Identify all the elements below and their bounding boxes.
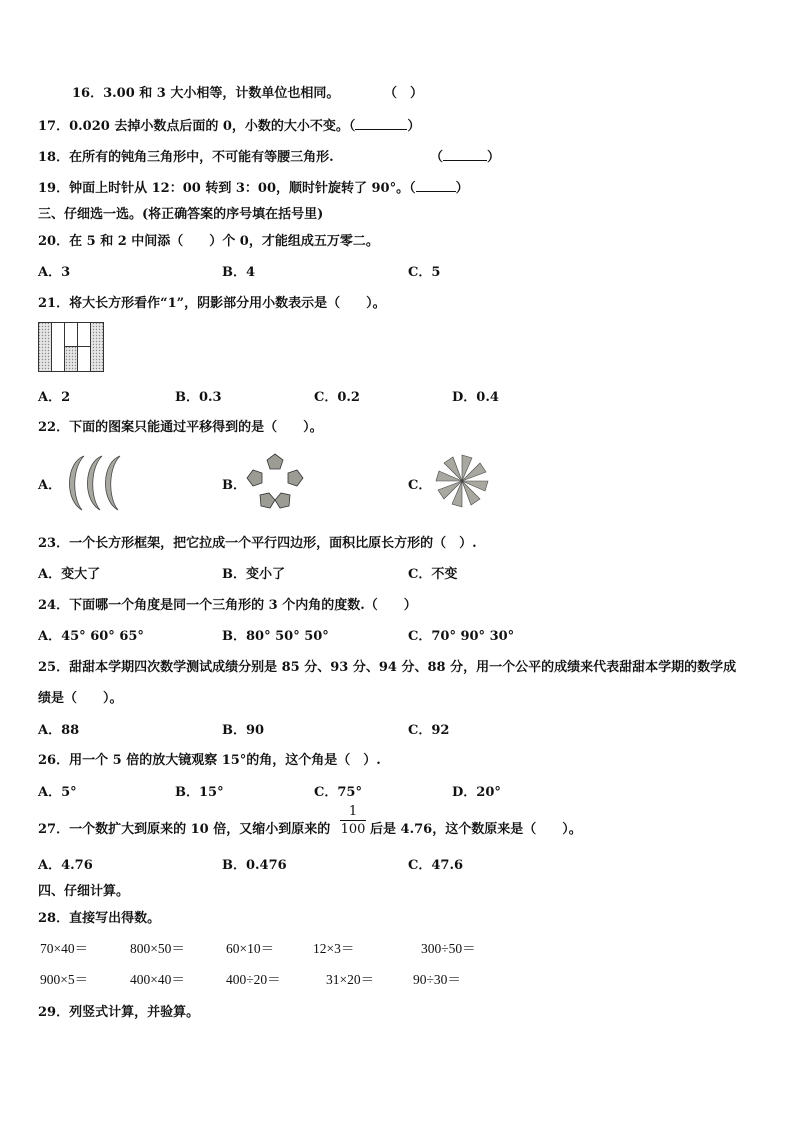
q18-answer-blank[interactable] — [443, 160, 487, 161]
q22-option-b[interactable]: B． — [222, 478, 246, 493]
q22-pentagons-figure — [245, 452, 305, 510]
q16-answer-paren[interactable]: （ ） — [384, 86, 424, 101]
q28-calc-8[interactable]: 400÷20＝ — [226, 972, 281, 987]
q22-option-c[interactable]: C． — [408, 478, 432, 493]
question-27-pre: 27．一个数扩大到原来的 10 倍，又缩小到原来的 — [38, 822, 331, 837]
q28-calc-2[interactable]: 800×50＝ — [130, 941, 185, 956]
q18-close-paren: ） — [487, 150, 501, 165]
q24-option-c[interactable]: C．70° 90° 30° — [408, 629, 515, 644]
q24-option-b[interactable]: B．80° 50° 50° — [222, 629, 329, 644]
q22-option-a[interactable]: A． — [38, 478, 62, 493]
q26-option-d[interactable]: D．20° — [452, 785, 501, 800]
q21-option-d[interactable]: D．0.4 — [452, 390, 499, 405]
q22-crescents-figure — [62, 454, 132, 512]
question-19 — [38, 177, 469, 196]
q23-option-c[interactable]: C．不变 — [408, 567, 458, 582]
q25-option-c[interactable]: C．92 — [408, 723, 450, 738]
q22-pinwheel-figure — [432, 452, 492, 510]
q28-calc-5[interactable]: 300÷50＝ — [421, 941, 476, 956]
q18-text: 18．在所有的钝角三角形中，不可能有等腰三角形. — [38, 150, 334, 165]
question-29: 29．列竖式计算，并验算。 — [38, 1005, 200, 1020]
question-18 — [38, 146, 501, 165]
q20-option-c[interactable]: C．5 — [408, 265, 441, 280]
question-24: 24．下面哪一个角度是同一个三角形的 3 个内角的度数.（ ） — [38, 598, 417, 613]
q21-option-c[interactable]: C．0.2 — [314, 390, 360, 405]
q28-calc-1[interactable]: 70×40＝ — [40, 941, 89, 956]
q27-fraction-bar — [340, 820, 366, 821]
question-16 — [72, 82, 424, 101]
question-27-post: 后是 4.76，这个数原来是（ ）。 — [370, 822, 582, 837]
q24-option-a[interactable]: A．45° 60° 65° — [38, 629, 144, 644]
question-21: 21．将大长方形看作“1”，阴影部分用小数表示是（ ）。 — [38, 296, 386, 311]
q19-answer-blank[interactable] — [416, 191, 456, 192]
question-17 — [38, 115, 420, 134]
q28-calc-3[interactable]: 60×10＝ — [226, 941, 275, 956]
question-25-line-1: 25．甜甜本学期四次数学测试成绩分别是 85 分、93 分、94 分、88 分，用一个公平的成绩来代表甜甜本学期的数学成 — [38, 660, 737, 675]
q26-option-c[interactable]: C．75° — [314, 785, 362, 800]
q25-option-b[interactable]: B．90 — [222, 723, 265, 738]
q27-fraction — [340, 804, 366, 837]
q17-close-paren: ） — [407, 119, 421, 134]
q20-option-a[interactable]: A．3 — [38, 265, 71, 280]
q23-option-b[interactable]: B．变小了 — [222, 567, 285, 582]
q19-text: 19．钟面上时针从 12：00 转到 3：00，顺时针旋转了 90°。（ — [38, 181, 416, 196]
q27-option-a[interactable]: A．4.76 — [38, 858, 93, 873]
q27-option-b[interactable]: B．0.476 — [222, 858, 287, 873]
q21-option-b[interactable]: B．0.3 — [175, 390, 222, 405]
q21-rectangle-figure — [38, 322, 104, 372]
q16-text: 16．3.00 和 3 大小相等，计数单位也相同。 — [72, 86, 340, 101]
q28-calc-10[interactable]: 90÷30＝ — [413, 972, 461, 987]
q17-answer-blank[interactable] — [355, 129, 407, 130]
question-28: 28．直接写出得数。 — [38, 911, 161, 926]
q26-option-b[interactable]: B．15° — [175, 785, 224, 800]
section-3-heading: 三、仔细选一选。(将正确答案的序号填在括号里) — [38, 207, 324, 222]
question-25-line-2: 绩是（ ）。 — [38, 691, 123, 706]
q25-option-a[interactable]: A．88 — [38, 723, 80, 738]
question-23: 23．一个长方形框架，把它拉成一个平行四边形，面积比原长方形的（ ）. — [38, 536, 477, 551]
q28-calc-6[interactable]: 900×5＝ — [40, 972, 89, 987]
q20-option-b[interactable]: B．4 — [222, 265, 256, 280]
q28-calc-7[interactable]: 400×40＝ — [130, 972, 185, 987]
section-4-heading: 四、仔细计算。 — [38, 884, 130, 899]
q26-option-a[interactable]: A．5° — [38, 785, 77, 800]
q27-option-c[interactable]: C．47.6 — [408, 858, 464, 873]
q18-open-paren: （ — [430, 150, 444, 165]
q27-fraction-numerator: 1 — [348, 804, 358, 819]
question-26: 26．用一个 5 倍的放大镜观察 15°的角，这个角是（ ）. — [38, 753, 381, 768]
q28-calc-4[interactable]: 12×3＝ — [313, 941, 355, 956]
q27-fraction-denominator: 100 — [340, 822, 366, 837]
question-22: 22．下面的图案只能通过平移得到的是（ ）。 — [38, 420, 323, 435]
q23-option-a[interactable]: A．变大了 — [38, 567, 101, 582]
question-20: 20．在 5 和 2 中间添（ ）个 0，才能组成五万零二。 — [38, 234, 379, 249]
q17-text: 17．0.020 去掉小数点后面的 0，小数的大小不变。（ — [38, 119, 356, 134]
q19-close-paren: ） — [455, 181, 469, 196]
q28-calc-9[interactable]: 31×20＝ — [326, 972, 375, 987]
q21-option-a[interactable]: A．2 — [38, 390, 71, 405]
